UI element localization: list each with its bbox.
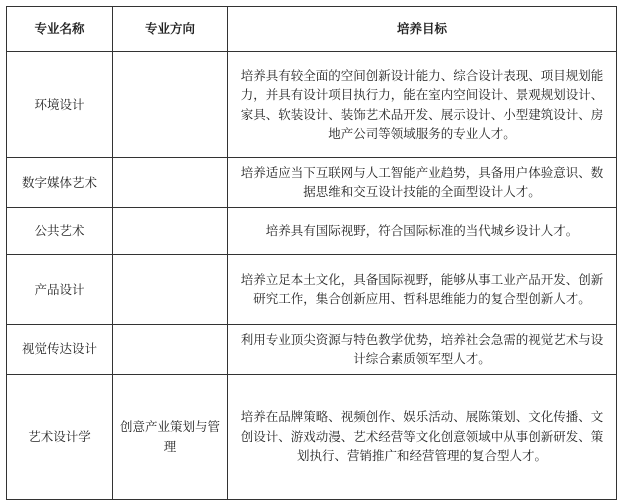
major-direction-cell	[113, 52, 228, 158]
major-direction-cell	[113, 324, 228, 374]
major-name-cell: 产品设计	[7, 254, 113, 324]
training-goal-cell: 培养立足本土文化，具备国际视野，能够从事工业产品开发、创新研究工作，集合创新应用、哲科思维能力的复合型创新人才。	[228, 254, 617, 324]
table-row	[7, 254, 617, 324]
header-major-direction: 专业方向	[113, 7, 228, 52]
table-row	[7, 324, 617, 374]
header-major-name: 专业名称	[7, 7, 113, 52]
training-goal-cell: 培养适应当下互联网与人工智能产业趋势，具备用户体验意识、数据思维和交互设计技能的全面型设计人才。	[228, 158, 617, 208]
major-name-cell: 艺术设计学	[7, 374, 113, 499]
table-row	[7, 158, 617, 208]
training-goal-cell: 培养在品牌策略、视频创作、娱乐活动、展陈策划、文化传播、文创设计、游戏动漫、艺术经营等文化创意领域中从事创新研发、策划执行、营销推广和经营管理的复合型人才。	[228, 374, 617, 499]
header-training-goal: 培养目标	[228, 7, 617, 52]
major-name-cell: 环境设计	[7, 52, 113, 158]
major-name-cell: 视觉传达设计	[7, 324, 113, 374]
major-table	[6, 6, 617, 500]
major-direction-cell	[113, 254, 228, 324]
table-header-row	[7, 7, 617, 52]
training-goal-cell: 利用专业顶尖资源与特色教学优势，培养社会急需的视觉艺术与设计综合素质领军型人才。	[228, 324, 617, 374]
training-goal-cell: 培养具有国际视野，符合国际标准的当代城乡设计人才。	[228, 207, 617, 254]
major-direction-cell	[113, 158, 228, 208]
training-goal-cell: 培养具有较全面的空间创新设计能力、综合设计表现、项目规划能力，并具有设计项目执行力，能在室内空间设计、景观规划设计、家具、软装设计、装饰艺术品开发、展示设计、小型建筑设计、房地产公司等领域服务的专业人才。	[228, 52, 617, 158]
major-name-cell: 公共艺术	[7, 207, 113, 254]
major-direction-cell	[113, 207, 228, 254]
major-name-cell: 数字媒体艺术	[7, 158, 113, 208]
table-row	[7, 207, 617, 254]
table-row	[7, 374, 617, 499]
table-row	[7, 52, 617, 158]
major-direction-cell: 创意产业策划与管理	[113, 374, 228, 499]
